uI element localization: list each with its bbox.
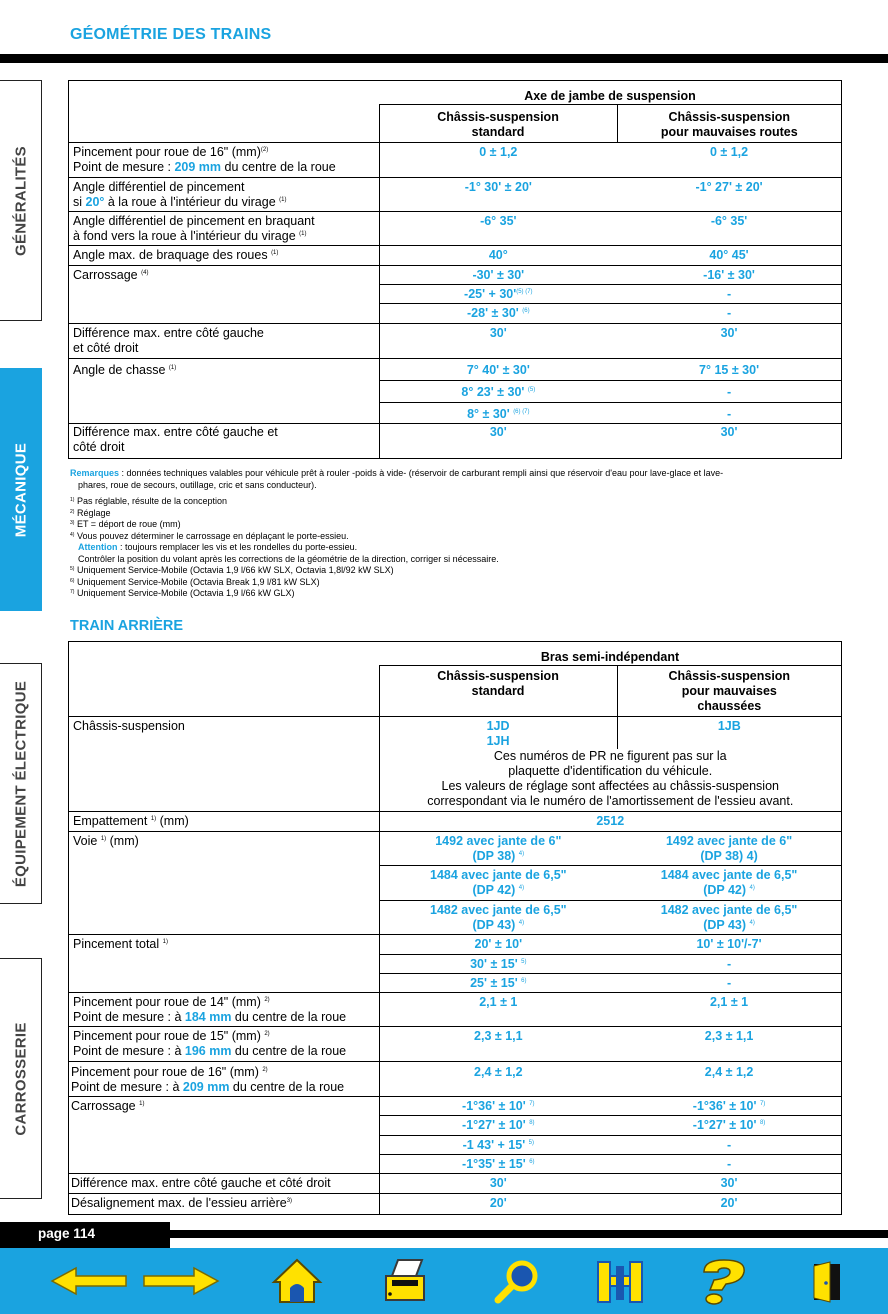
table-row: -28' ± 30' $^{(6)}$ -	[69, 304, 841, 324]
printer-icon[interactable]	[380, 1256, 430, 1306]
table-row: -1°27' ± 10' $^{8)}$ -1°27' ± 10' $^{8)}$	[69, 1116, 841, 1136]
table-row: 25' ± 15' $^{6)}$ -	[69, 974, 841, 993]
table-row: 8° ± 30' $^{(6) (7)}$ -	[69, 403, 841, 424]
table-row: Angle différentiel de pincement en braquant à fond vers la roue à l'intérieur du virage $^{(1)}$ -6° 35' -6° 35'	[69, 212, 841, 246]
table-row: 8° 23' ± 30' $^{(5)}$ -	[69, 381, 841, 403]
table-row: Pincement pour roue de 16" (mm)$^{(2)}$ Point de mesure : 209 mm du centre de la roue 0 ± 1,2 0 ± 1,2	[69, 143, 841, 178]
rear-group-header: Bras semi-indépendant	[379, 650, 841, 666]
navigation-toolbar	[0, 1248, 888, 1314]
table-row: Voie $^{1)}$ (mm) 1492 avec jante de 6" (DP 38) $^{4)}$ 1492 avec jante de 6" (DP 38) 4)	[69, 832, 841, 866]
forward-arrow-icon[interactable]	[140, 1256, 222, 1306]
table-row: Angle de chasse $^{(1)}$ 7° 40' ± 30' 7° 15 ± 30'	[69, 359, 841, 381]
table-row: Pincement total $^{1)}$ 20' ± 10' 10' ± 10'/-7'	[69, 935, 841, 955]
table-row: Différence max. entre côté gauche et côté droit 30' 30'	[69, 324, 841, 359]
rear-axle-title: TRAIN ARRIÈRE	[70, 618, 184, 634]
magnifier-icon[interactable]	[490, 1256, 544, 1306]
page-number: page 114	[0, 1222, 170, 1248]
help-icon[interactable]	[690, 1256, 754, 1306]
table-row: $-25' + 30'^{(5) (7)}$ -	[69, 285, 841, 304]
side-tab-label: GÉNÉRALITÉS	[12, 145, 29, 256]
rear-col-standard: Châssis-suspension standard	[379, 666, 617, 717]
rear-axle-table	[68, 641, 842, 1215]
table-row: 30' ± 15' $^{5)}$ -	[69, 955, 841, 974]
side-tab-mecanique[interactable]	[0, 368, 42, 611]
front-col-rough: Châssis-suspension pour mauvaises routes	[617, 105, 841, 143]
table-row: Châssis-suspension 1JD 1JH 1JB	[69, 717, 841, 750]
front-group-header: Axe de jambe de suspension	[379, 89, 841, 105]
header-rule	[0, 54, 888, 63]
front-col-standard: Châssis-suspension standard	[379, 105, 617, 143]
table-row: Carrossage $^{(4)}$ -30' ± 30' -16' ± 30'	[69, 266, 841, 285]
table-row: Pincement pour roue de 14" (mm) $^{2)}$ Point de mesure : à 184 mm du centre de la roue 2,1 ± 1 2,1 ± 1	[69, 993, 841, 1027]
table-row: Désalignement max. de l'essieu arrière$^{3)}$ 20' 20'	[69, 1194, 841, 1214]
rear-col-rough: Châssis-suspension pour mauvaises chaussées	[617, 666, 841, 717]
side-tab-label: ÉQUIPEMENT ÉLECTRIQUE	[12, 680, 29, 887]
side-tab-carrosserie[interactable]	[0, 958, 42, 1199]
side-tab-label: MÉCANIQUE	[12, 442, 29, 537]
pr-numbers-note: Ces numéros de PR ne figurent pas sur la plaquette d'identification du véhicule. Les valeurs de réglage sont affectées au châssis-suspension correspondant via le numéro de l'amortissement de l'essieu avant.	[379, 749, 841, 812]
footer-rule	[170, 1230, 888, 1238]
table-row: -1 43' + 15' $^{5)}$ -	[69, 1136, 841, 1155]
table-row: -1°35' ± 15' $^{6)}$ -	[69, 1155, 841, 1174]
table-row: 1482 avec jante de 6,5" (DP 43) $^{4)}$ 1482 avec jante de 6,5" (DP 43) $^{4)}$	[69, 901, 841, 935]
table-row: Angle max. de braquage des roues $^{(1)}$ 40° 40° 45'	[69, 246, 841, 266]
remarks-block: Remarques : données techniques valables pour véhicule prêt à rouler -poids à vide- (réservoir de carburant rempli ainsi que réservoir d'eau pour lave-glace et lave- phares, roue de secours, outillage, cric et sans conducteur). $^{1)}$ Pas réglable, résulte de la conception $^{2)}$ Réglage $^{3)}$ ET = déport de roue (mm) $^{4)}$ Vous pouvez déterminer le carrossage en déplaçant le porte-essieu. Attention : toujours remplacer les vis et les rondelles du porte-essieu. Contrôler la position du volant après les corrections de la géométrie de la direction, corriger si nécessaire. $^{5)}$ Uniquement Service-Mobile (Octavia 1,9 l/66 kW SLX, Octavia 1,8l/92 kW SLX) $^{6)}$ Uniquement Service-Mobile (Octavia Break 1,9 l/81 kW SLX) $^{7)}$ Uniquement Service-Mobile (Octavia 1,9 l/66 kW GLX)	[70, 468, 724, 598]
front-axle-table	[68, 80, 842, 459]
table-row: Pincement pour roue de 16" (mm) $^{2)}$ Point de mesure : à 209 mm du centre de la roue 2,4 ± 1,2 2,4 ± 1,2	[69, 1062, 841, 1097]
index-icon[interactable]	[594, 1256, 646, 1306]
table-row: Différence max. entre côté gauche et côté droit 30' 30'	[69, 424, 841, 458]
table-row: Empattement $^{1)}$ (mm) 2512	[69, 812, 841, 832]
table-row: Angle différentiel de pincement si 20° à la roue à l'intérieur du virage $^{(1)}$ -1° 30' ± 20' -1° 27' ± 20'	[69, 178, 841, 212]
page-title: GÉOMÉTRIE DES TRAINS	[70, 26, 272, 43]
table-row: Pincement pour roue de 15" (mm) $^{2)}$ Point de mesure : à 196 mm du centre de la roue 2,3 ± 1,1 2,3 ± 1,1	[69, 1027, 841, 1062]
side-tab-equipement-electrique[interactable]	[0, 663, 42, 904]
side-tab-generalites[interactable]	[0, 80, 42, 321]
table-row: Différence max. entre côté gauche et côté droit 30' 30'	[69, 1174, 841, 1194]
home-icon[interactable]	[270, 1256, 324, 1306]
exit-door-icon[interactable]	[806, 1256, 846, 1306]
side-tab-label: CARROSSERIE	[12, 1021, 29, 1136]
back-arrow-icon[interactable]	[48, 1256, 130, 1306]
table-row: 1484 avec jante de 6,5" (DP 42) $^{4)}$ 1484 avec jante de 6,5" (DP 42) $^{4)}$	[69, 866, 841, 901]
table-row: Carrossage $^{1)}$ -1°36' ± 10' $^{7)}$ -1°36' ± 10' $^{7)}$	[69, 1097, 841, 1116]
